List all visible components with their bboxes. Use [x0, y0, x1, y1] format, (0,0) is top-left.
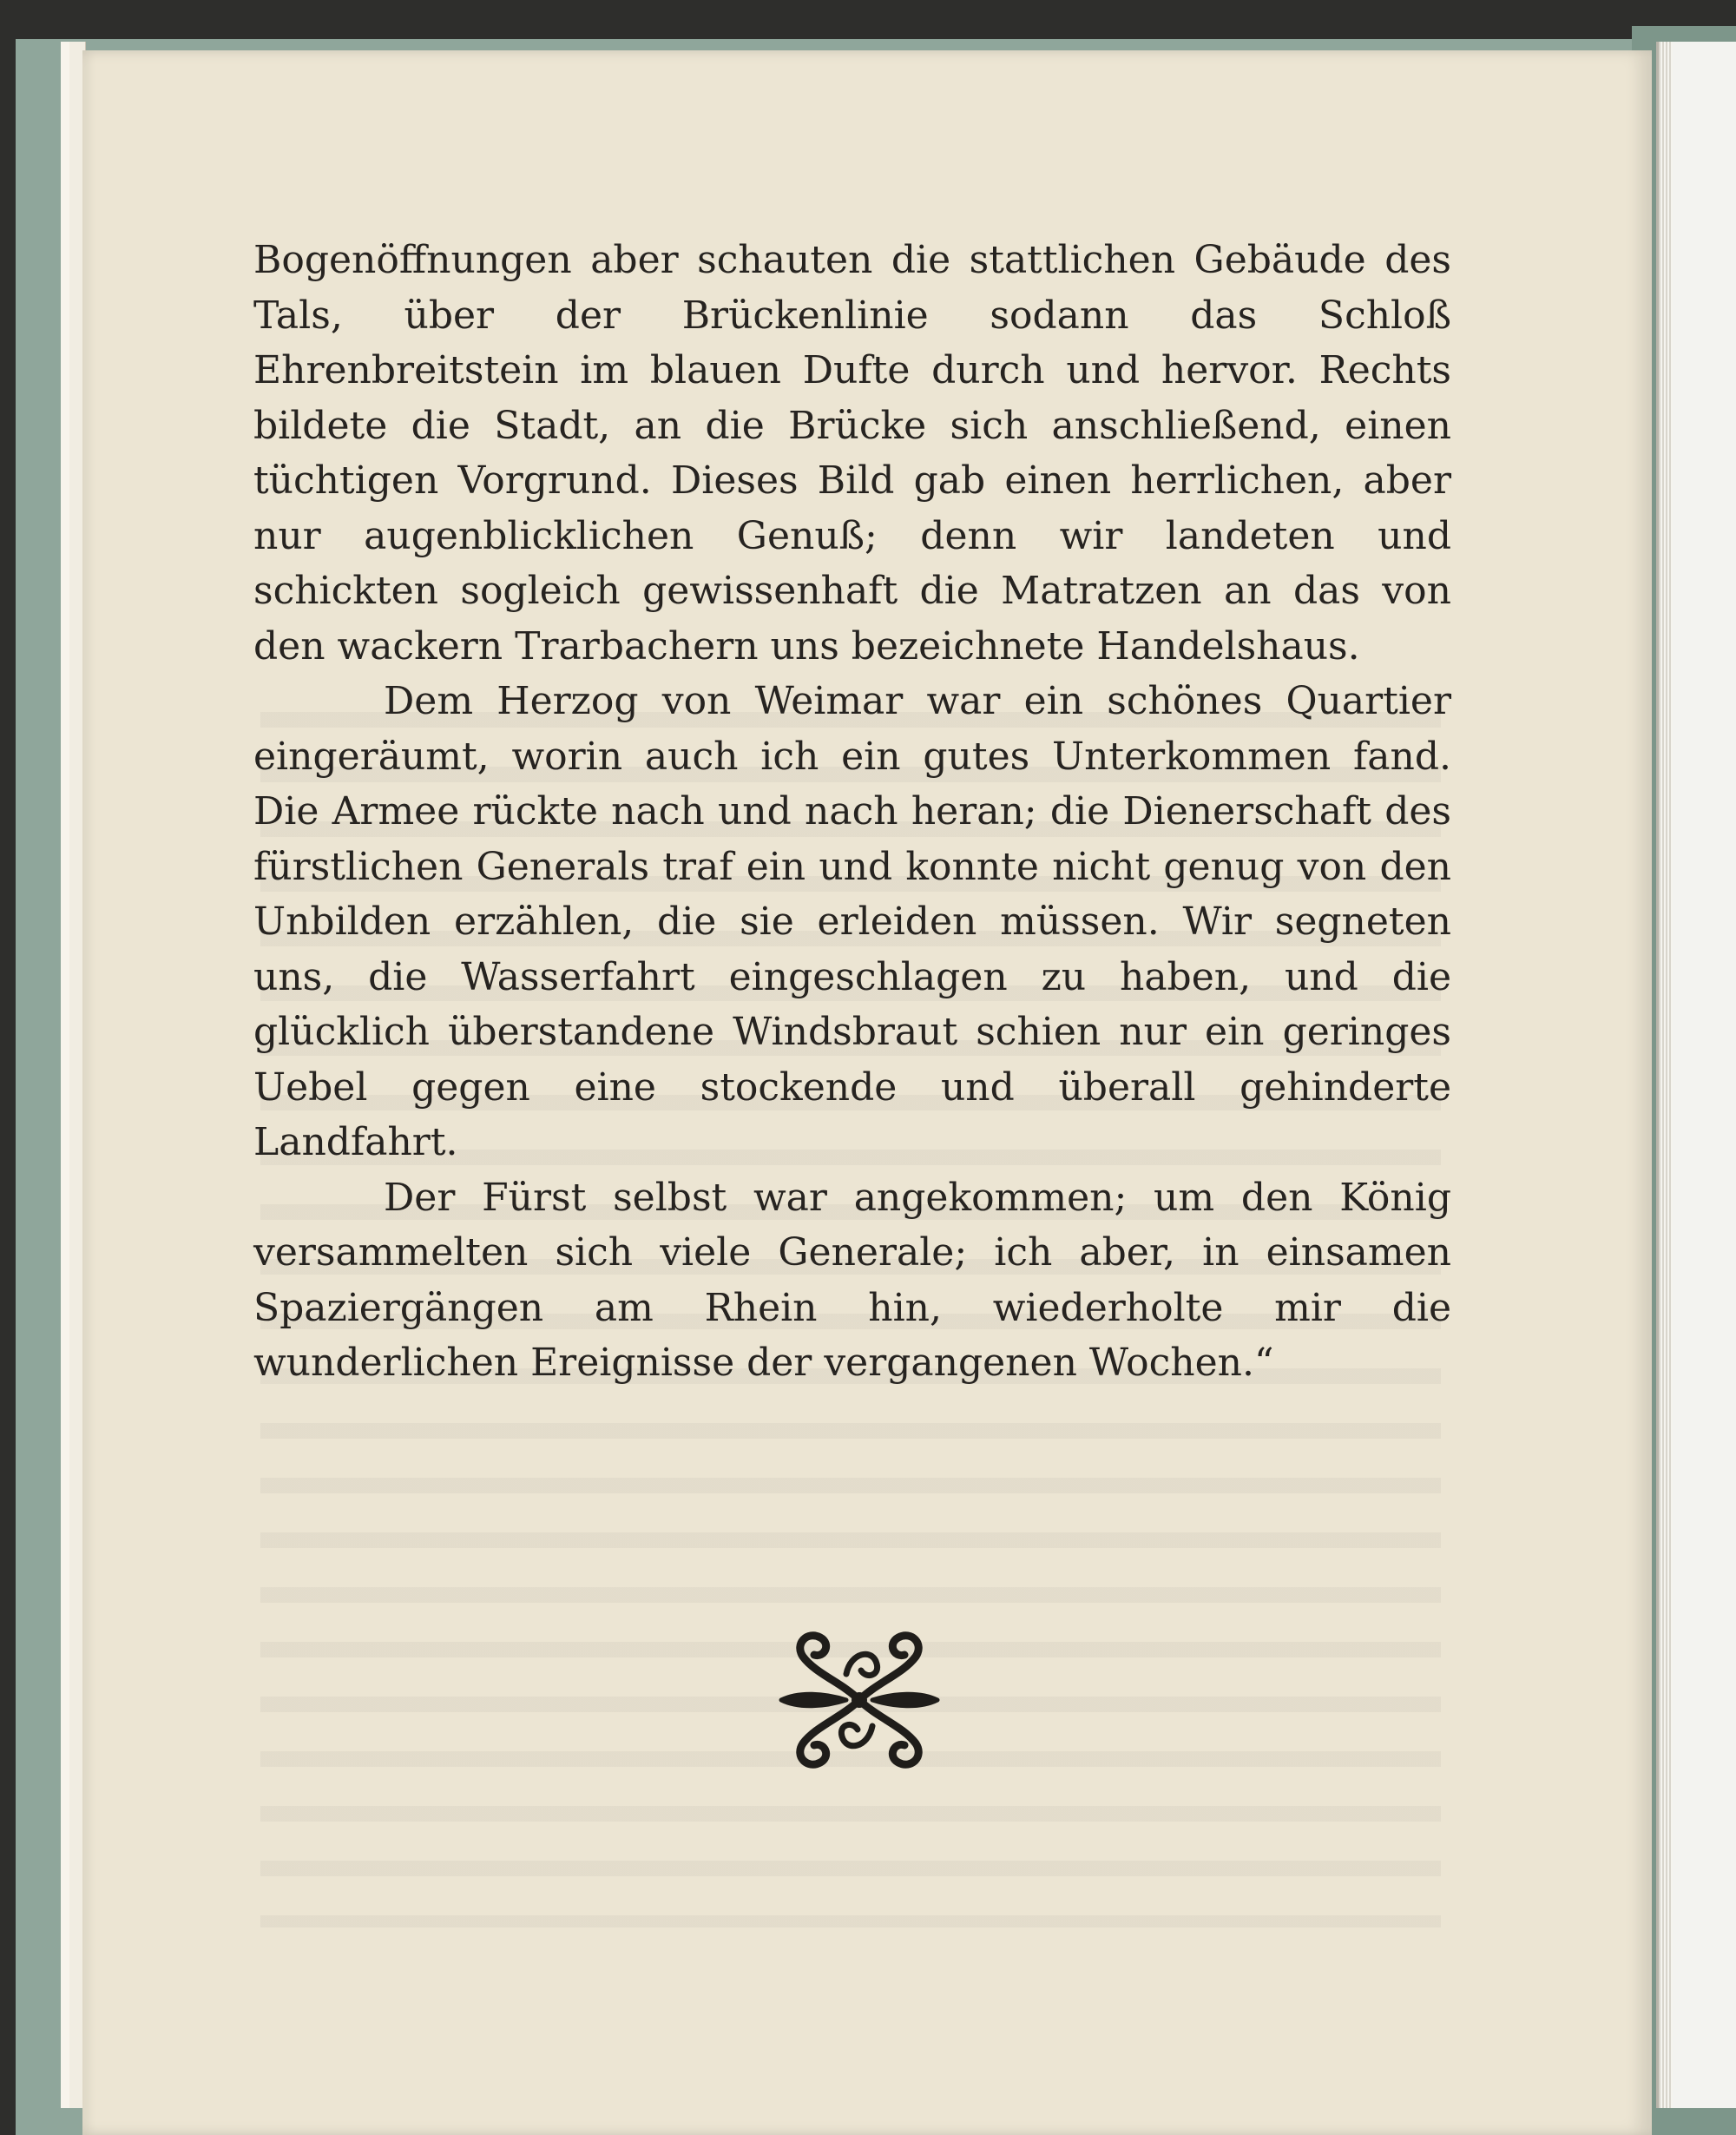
body-text: [253, 233, 1451, 1391]
floral-vignette-icon: [764, 1622, 955, 1778]
paragraph: Bogenöffnungen aber schauten die stattlichen Gebäude des Tals, über der Brückenlinie sodann das Schloß Ehrenbreitstein im blauen Dufte durch und hervor. Rechts bildete die Stadt, an die Brücke sich anschließend, einen tüchtigen Vorgrund. Dieses Bild gab einen herrlichen, aber nur augenblicklichen Genuß; denn wir landeten und schickten sogleich gewissenhaft die Matratzen an das von den wackern Trarbachern uns bezeichnete Handelshaus.: [253, 238, 1451, 669]
closed-pages-block: [1656, 42, 1736, 2108]
paragraph: Dem Herzog von Weimar war ein schönes Quartier eingeräumt, worin auch ich ein gutes Unterkommen fand. Die Armee rückte nach und nach heran; die Dienerschaft des fürstlichen Generals traf ein und konnte nicht genug von den Unbilden erzählen, die sie erleiden müssen. Wir segneten uns, die Wasserfahrt eingeschlagen zu haben, und die glücklich überstandene Windsbraut schien nur ein geringes Uebel gegen eine stockende und überall gehinderte Landfahrt.: [253, 679, 1451, 1164]
paragraph: Der Fürst selbst war angekommen; um den König versammelten sich viele Generale; ich aber, in einsamen Spaziergängen am Rhein hin, wiederholte mir die wunderlichen Ereignisse der vergangenen Wochen.“: [253, 1175, 1451, 1385]
page-edges-lines: [1659, 42, 1673, 2108]
